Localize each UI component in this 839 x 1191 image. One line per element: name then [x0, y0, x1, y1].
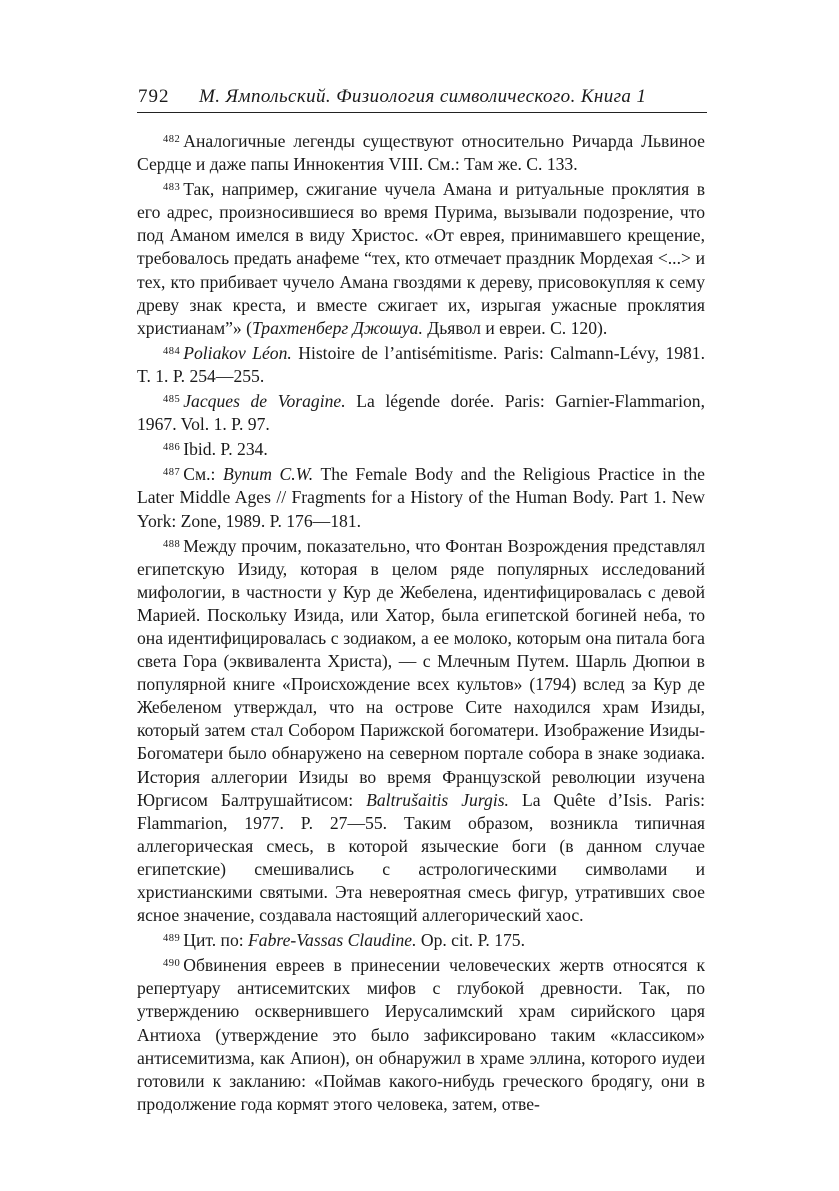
footnote-text: Между прочим, показательно, что Фонтан Возрождения представлял египетскую Изиду, которая в целом ряде популярных исследований мифологии, в частности у Кур де Жебелена, идентифицировалась с девой Марией. Поскольку Изида, или Хатор, была египетской богиней неба, то она идентифицировалась с зодиаком, а ее молоко, которым она питала бога света Гора (эквивалента Христа), — с Млечным Путем. Шарль Дюпюи в популярной книге «Происхождение всех культов» (1794) вслед за Кур де Жебеленом утверждал, что на острове Сите находился храм Изиды, который затем стал Собором Парижской богоматери. Изображение Изиды-Богоматери было обнаружено на северном портале собора в знаке зодиака. История аллегории Изиды во время Французской революции изучена Юргисом Балтрушайтисом: [137, 535, 705, 810]
footnote-text: Цит. по: [183, 930, 249, 951]
italic-author: Bynum C.W. [223, 464, 314, 485]
footnote-number: 484 [163, 345, 181, 357]
footnote-text: Op. cit. P. 175. [416, 930, 525, 951]
italic-author: Jacques de Voragine. [183, 391, 346, 412]
italic-author: Baltrušaitis Jurgis. [366, 789, 509, 810]
footnote-483 [137, 176, 705, 340]
italic-author: Poliakov Léon. [183, 342, 292, 363]
footnote-number: 483 [163, 182, 181, 194]
page-number: 792 [138, 86, 170, 107]
footnote-490 [137, 952, 705, 1116]
footnote-text: Ibid. P. 234. [183, 439, 268, 460]
footnote-487 [137, 461, 705, 532]
footnote-number: 488 [163, 538, 181, 550]
footnote-text: Histoire de l’antisémitisme. Paris: Calmann-Lévy, 1981. T. 1. P. 254—255. [137, 342, 705, 386]
footnote-number: 490 [163, 958, 181, 970]
footnote-text: Дьявол и евреи. С. 120). [422, 317, 608, 338]
footnote-text: La légende dorée. Paris: Garnier-Flammarion, 1967. Vol. 1. P. 97. [137, 391, 705, 435]
running-title: М. Ямпольский. Физиология символического. Книга 1 [199, 86, 647, 107]
footnote-482 [137, 128, 705, 176]
footnote-text: La Quête d’Isis. Paris: Flammarion, 1977. P. 27—55. Таким образом, возникла типичная аллегорическая смесь, в которой языческие боги (в данном случае египетские) смешивались с астрологическими символами и христианскими святыми. Эта невероятная смесь фигур, утративших свое ясное значение, создавала настоящий аллегорический хаос. [137, 789, 705, 926]
footnote-text: Аналогичные легенды существуют относительно Ричарда Львиное Сердце и даже папы Иннокентия VIII. См.: Там же. С. 133. [137, 131, 705, 175]
footnote-number: 487 [163, 467, 181, 479]
footnote-484 [137, 340, 705, 388]
italic-author: Fabre-Vassas Claudine. [248, 930, 417, 951]
footnote-text: Обвинения евреев в принесении человеческих жертв относятся к репертуару антисемитских мифов с глубокой древности. Так, по утверждению осквернившего Иерусалимский храм сирийского царя Антиоха (утверждение это было зафиксировано таким «классиком» антисемитизма, как Апион), он обнаружил в храме эллина, которого иудеи готовили к закланию: «Поймав какого-нибудь греческого бродягу, они в продолжение года кормят этого человека, затем, отве- [137, 955, 705, 1114]
footnote-text: The Female Body and the Religious Practice in the Later Middle Ages // Fragments for a History of the Human Body. Part 1. New York: Zone, 1989. P. 176—181. [137, 464, 705, 531]
footnotes-body [137, 128, 705, 1116]
footnote-number: 486 [163, 442, 181, 454]
footnote-text: См.: [183, 464, 224, 485]
footnote-489 [137, 927, 705, 952]
footnote-488 [137, 533, 705, 928]
footnote-number: 482 [163, 134, 181, 145]
footnote-text: Так, например, сжигание чучела Амана и ритуальные проклятия в его адрес, произносившиеся во время Пурима, вызывали подозрение, что под Аманом имелся в виду Христос. «От еврея, принимавшего крещение, требовалось предать анафеме “тех, кто отмечает праздник Мордехая <...> и тех, кто прибивает чучело Амана гвоздями к дереву, присовокупляя к сему древу знак креста, и вместе сжигает их, изрыгая ужасные проклятия христианам”» ( [137, 179, 705, 338]
footnote-number: 489 [163, 933, 181, 945]
footnote-number: 485 [163, 394, 181, 406]
footnote-486 [137, 436, 705, 461]
italic-author: Трахтенберг Джошуа. [251, 317, 423, 338]
footnote-485 [137, 388, 705, 436]
running-header [137, 84, 707, 113]
